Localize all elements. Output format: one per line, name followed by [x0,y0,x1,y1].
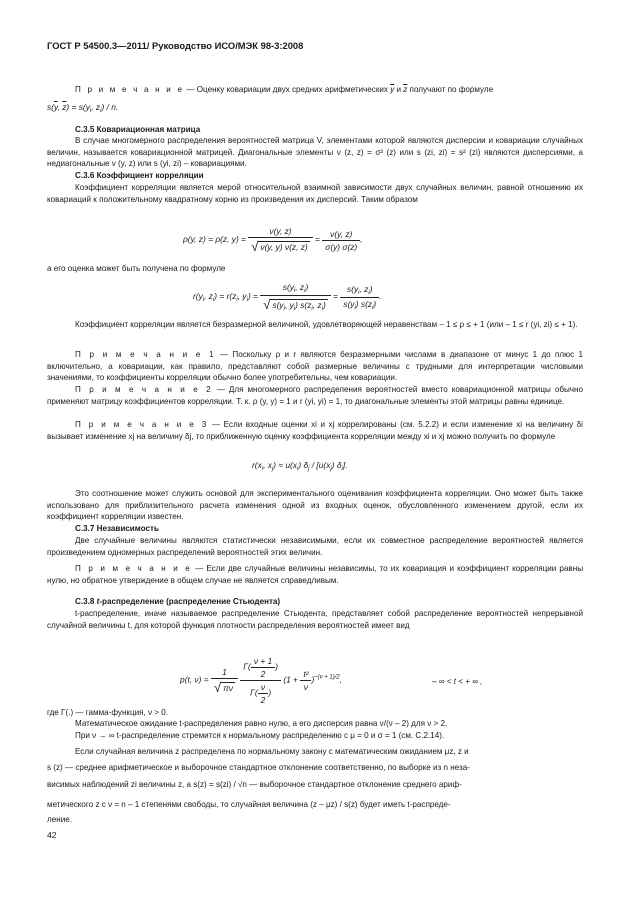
page-number: 42 [47,830,57,840]
correlation-formula: ρ(y, z) = ρ(z, y) = $\frac{\nu(y, z)}{√ \nu(y, y) \nu(z, z)}$ = $\frac{\nu(y, z)}{\sigma(y) \sigma(z)}$ , [183,226,363,254]
t-range: – ∞ < t < + ∞ , [432,677,483,686]
section-3-6-closing: Это соотношение может служить основой для экспериментального оценивания коэффициента корреляции. Оно может быть также использовано для приблизительного расчета изменения одной из входных оценок, обусловленного изменением другой, если их коэффициент корреляции известен. [47,489,583,522]
note-independence: П р и м е ч а н и е — Если две случайные величины независимы, то их ковариация и коэффициент корреляции равны нулю, но обратное утверждение в общем случае не является справедливым. [47,564,584,585]
section-3-8-intro: t-распределение, иначе называемое распределение Стьюдента, представляет собой распределение вероятностей непрерывной случайной величины t, для которой функция плотности распределения вероятностей имеет вид [47,609,583,630]
note-2: П р и м е ч а н и е 2 — Для многомерного распределения вероятностей вместо ковариационной матрицы обычно применяют матрицу коэффициентов корреляции. Т. к. ρ (y, y) = 1 и r (yi, yi) = 1, то диагональные элементы этой матрицы равны единице. [47,385,583,406]
section-title-3-8: С.3.8 t-распределение (распределение Стьюдента) [75,597,281,606]
section-3-6-intro: Коэффициент корреляции является мерой относительной взаимной зависимости двух случайных величин, равной отношению их ковариаций к положительному квадратному корню из произведения их дисперсий. Таким образом [47,183,583,204]
gamma-definition: где Γ(.) — гамма-функция, ν > 0. [47,708,169,717]
section-title-3-7: С.3.7 Независимость [75,524,159,533]
t-statistic-line-3: висимых наблюдений zi величины z, а s(z) = s(zi) / √n — выборочное стандартное отклонение среднего ариф- [47,780,462,789]
covariance-mean-formula: $s(\overline{y}$, $\overline{z}) = s(y_i$, $z_i$) / n. [47,102,119,114]
section-3-6-estimate-text: а его оценка может быть получена по формуле [47,264,226,273]
section-title-3-6: С.3.6 Коэффициент корреляции [75,171,204,180]
t-statistic-line-1: Если случайная величина z распределена по нормальному закону с математическим ожиданием μz, z и [75,747,469,756]
t-statistic-line-2: s (z) — среднее арифметическое и выборочное стандартное отклонение соответственно, по выборке из n неза- [47,763,470,772]
note-3: П р и м е ч а н и е 3 — Если входные оценки xi и xj коррелированы (см. 5.2.2) и если изменение xi на величину δi вызывает изменение xj на величину δj, то приближенную оценку коэффициента корреляции между xi и xj можно получить по формуле [47,420,583,441]
document-header: ГОСТ Р 54500.3—2011/ Руководство ИСО/МЭК 98-3:2008 [47,40,304,51]
section-3-7-text: Две случайные величины являются статистически независимыми, если их совместное распределение вероятностей является произведением одномерных распределений вероятностей этих величин. [47,536,583,557]
t-limit: При ν → ∞ t-распределение стремится к нормальному распределению с μ = 0 и σ = 1 (см. С.2.14). [75,731,445,740]
correlation-estimate-formula: $r(y_i$, $z_i) = r(z_i$, $y_i$) = $\frac{s(y_i, z_i)}{√ s(y_i, y_i) s(z_i, z_i)}$ = $\frac{s(y_i, z_i)}{s(y_i) s(z_i)}$ . [193,282,382,312]
t-statistic-line-5: ление. [47,815,72,824]
t-statistic-line-4: метического z с ν = n – 1 степенями свободы, то случайная величина (z – μz) / s(z) будет иметь t-распреде- [47,800,451,809]
note-label: П р и м е ч а н и е [75,85,185,94]
note-1: П р и м е ч а н и е 1 — Поскольку ρ и r являются безразмерными числами в диапазоне от минус 1 до плюс 1 включительно, а ковариации, как правило, представляют собой размерные величины с трудными для интерпретации числовыми значениями, то коэффициенты корреляции обычно более употребительны, чем ковариации. [47,350,583,383]
section-3-6-bounds: Коэффициент корреляции является безразмерной величиной, удовлетворяющей неравенствам – 1 ≤ ρ ≤ + 1 (или – 1 ≤ r (yi, zi) ≤ + 1). [75,320,578,329]
correlation-approx-formula: $r(x_i$, $x_j) \approx u(x_i)$ $\delta_j / [u(x_j)$ $\delta_i$]. [252,460,348,472]
section-title-3-5: С.3.5 Ковариационная матрица [75,125,201,134]
section-3-5-text: В случае многомерного распределения вероятностей матрица V, элементами которой являются дисперсии и ковариации случайных величин, называется ковариационной матрицей. Диагональные элементы ν (z, z) = σ² (z) или s (zi, zi) = s² (zi) являются дисперсиями, а недиагональные ν (y, z) или s (yi, zi) – ковариациями. [47,136,583,169]
t-density-formula: p(t, ν) = $\frac{1}{√ \pi\nu}$ Γ( $\frac{\nu + 1}{2}$ ) Γ( $\frac{\nu}{2}$ ) (1 + $\frac{\text{t²}}{\nu}$ )$^{-(\nu + 1)/2}$, [180,656,343,705]
t-expectation: Математическое ожидание t-распределения равно нулю, а его дисперсия равна ν/(ν – 2) для ν > 2. [75,719,448,728]
note-covariance: П р и м е ч а н и е — Оценку ковариации двух средних арифметических $\overline{y}$ и $\overline{z}$ получают по формуле [75,85,494,94]
